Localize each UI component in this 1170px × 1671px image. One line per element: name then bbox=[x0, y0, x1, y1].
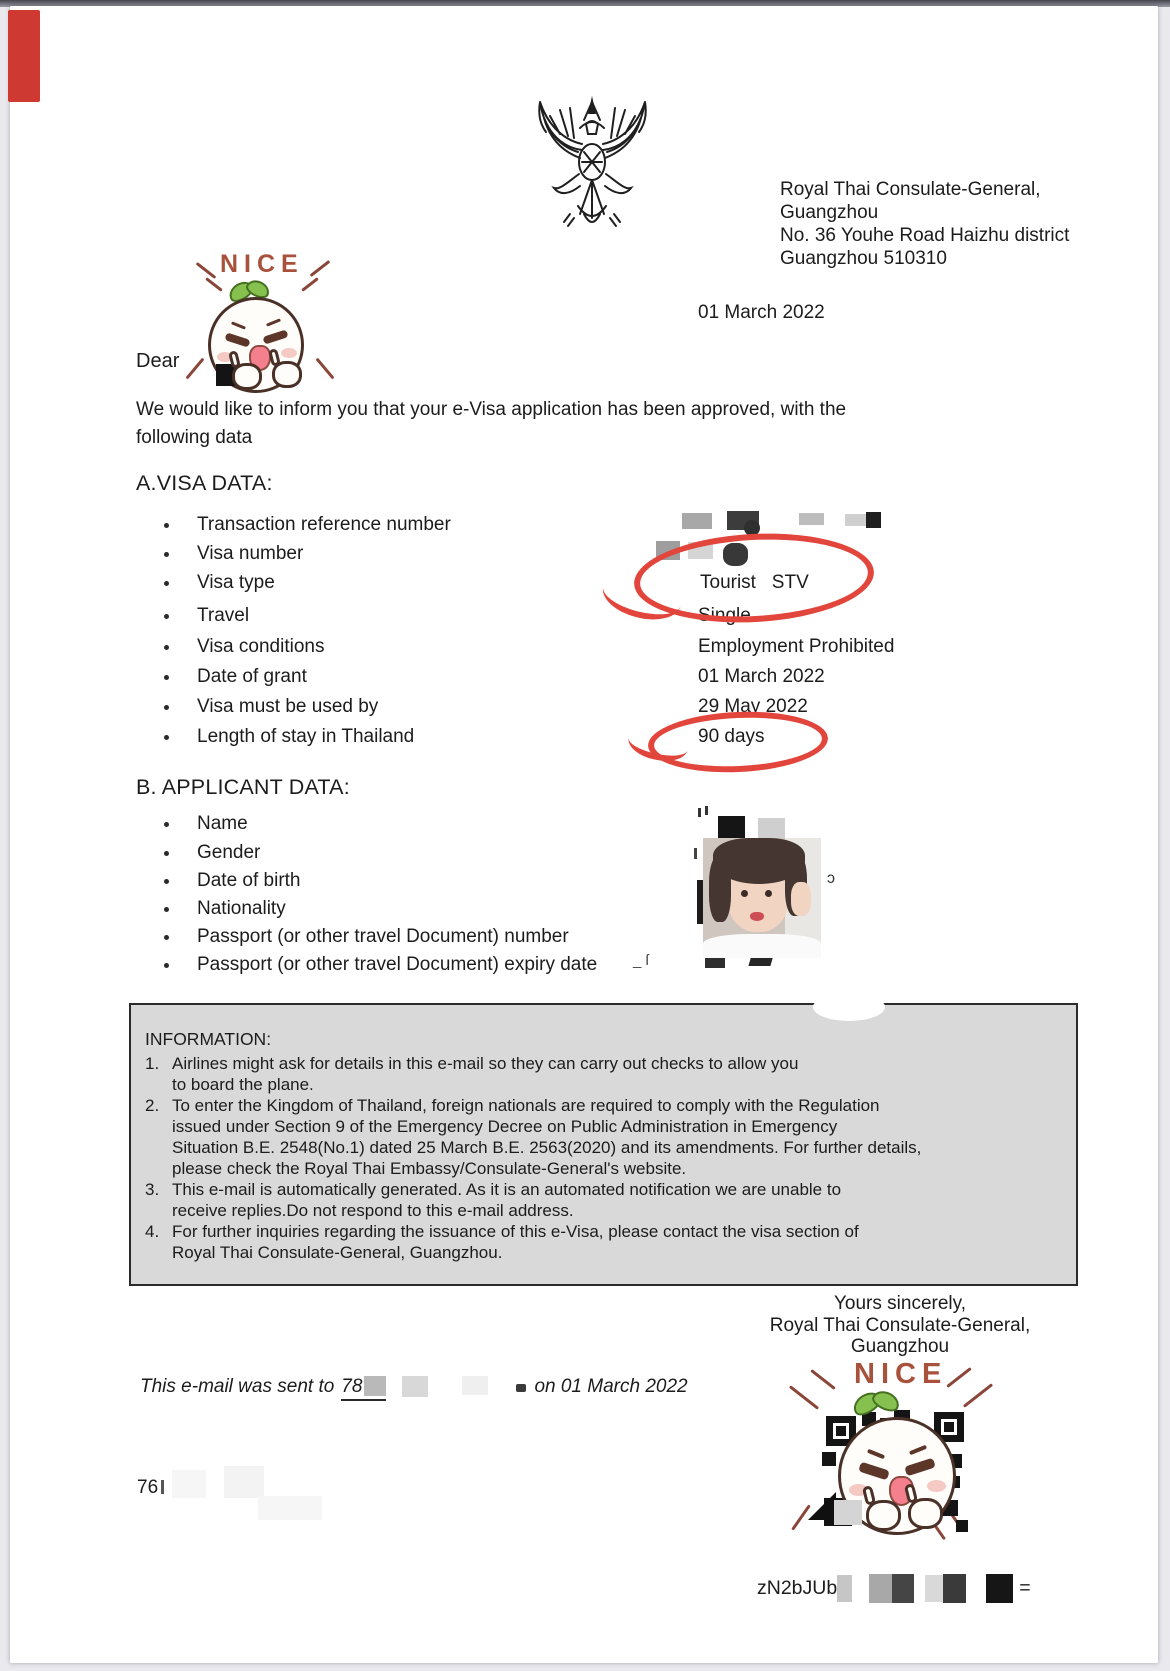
faint-smudge bbox=[258, 1496, 322, 1520]
visa-used-by-value: 29 May 2022 bbox=[698, 696, 808, 717]
applicant-row-label: Nationality bbox=[197, 898, 286, 919]
redaction-block bbox=[943, 1574, 966, 1603]
sticker-eye bbox=[224, 332, 250, 347]
code-prefix: zN2bJUb bbox=[757, 1577, 838, 1599]
applicant-photo bbox=[703, 838, 821, 958]
sticker-ray bbox=[810, 1369, 835, 1390]
redaction-block bbox=[402, 1376, 428, 1397]
sender-address-line: Guangzhou bbox=[780, 202, 879, 223]
item-text: Airlines might ask for details in this e-mail so they can carry out checks to allow you to board the plane. bbox=[172, 1054, 799, 1094]
item-number: 1. bbox=[145, 1054, 160, 1073]
item-number: 4. bbox=[145, 1222, 160, 1241]
nice-sticker-label: NICE bbox=[854, 1358, 948, 1390]
partial-text-fragment: 76 bbox=[137, 1477, 159, 1498]
garuda-emblem bbox=[530, 94, 655, 254]
visa-row-label: Visa number bbox=[197, 543, 304, 564]
applicant-row-label: Passport (or other travel Document) number bbox=[197, 926, 569, 947]
code-suffix: = bbox=[1019, 1577, 1031, 1599]
item-text: For further inquiries regarding the issuance of this e-Visa, please contact the visa section of Royal Thai Consulate-General, Guangzhou. bbox=[172, 1222, 859, 1262]
redaction-block bbox=[718, 816, 745, 839]
item-number: 3. bbox=[145, 1180, 160, 1199]
email-sent-line bbox=[140, 1376, 688, 1401]
redacted-email bbox=[341, 1376, 386, 1401]
red-highlight-marker bbox=[8, 10, 40, 102]
sticker-eye bbox=[904, 1458, 936, 1477]
item-text: This e-mail is automatically generated. As it is an automated notification we are unable to receive replies.Do not respond to this e-mail address. bbox=[172, 1180, 842, 1220]
closing-line: Yours sincerely, bbox=[833, 1293, 966, 1314]
applicant-row-label: Date of birth bbox=[197, 870, 301, 891]
sender-address-line: Royal Thai Consulate-General, bbox=[780, 179, 1041, 200]
bullet-icon bbox=[164, 963, 169, 968]
redaction-block bbox=[799, 513, 824, 525]
bullet-icon bbox=[164, 907, 169, 912]
text-fragment bbox=[705, 806, 708, 815]
sticker-ray bbox=[301, 277, 319, 292]
sticker-blush bbox=[927, 1480, 946, 1492]
date-of-grant-value: 01 March 2022 bbox=[698, 666, 825, 687]
intro-paragraph-line: following data bbox=[136, 427, 253, 448]
faint-smudge bbox=[172, 1470, 206, 1498]
visa-row-label: Visa must be used by bbox=[197, 696, 379, 717]
sticker-ray bbox=[963, 1383, 993, 1408]
bullet-icon bbox=[164, 581, 169, 586]
travel-value: Single bbox=[698, 605, 751, 626]
visa-row-label: Date of grant bbox=[197, 666, 307, 687]
sent-prefix: This e-mail was sent to bbox=[140, 1376, 335, 1397]
closing-block bbox=[744, 1293, 1056, 1358]
applicant-data-heading: B. APPLICANT DATA: bbox=[136, 775, 350, 799]
bullet-icon bbox=[164, 552, 169, 557]
sticker-ray bbox=[946, 1367, 971, 1388]
information-item bbox=[145, 1095, 921, 1179]
redaction-block bbox=[758, 818, 785, 839]
qr-code-bit bbox=[822, 1452, 836, 1466]
sticker-ray bbox=[185, 358, 204, 380]
visa-conditions-value: Employment Prohibited bbox=[698, 636, 895, 657]
sticker-blush bbox=[281, 348, 297, 358]
sticker-ray bbox=[310, 260, 331, 277]
sticker-brow bbox=[266, 318, 281, 326]
text-fragment bbox=[698, 808, 701, 817]
faint-smudge bbox=[224, 1466, 264, 1498]
visa-row-label: Visa conditions bbox=[197, 636, 325, 657]
redaction-block bbox=[364, 1376, 386, 1396]
bullet-icon bbox=[164, 675, 169, 680]
nice-sticker-bottom bbox=[768, 1352, 1008, 1582]
reference-code-line bbox=[757, 1574, 1031, 1603]
item-number: 2. bbox=[145, 1096, 160, 1115]
bullet-icon bbox=[164, 523, 169, 528]
closing-line: Guangzhou bbox=[850, 1336, 950, 1357]
redaction-block bbox=[869, 1574, 892, 1603]
redaction-block bbox=[925, 1575, 943, 1602]
bullet-icon bbox=[164, 735, 169, 740]
qr-code-core bbox=[944, 1422, 954, 1432]
bullet-icon bbox=[164, 879, 169, 884]
redaction-block bbox=[986, 1574, 1013, 1603]
qr-code-bit bbox=[956, 1520, 968, 1532]
bullet-icon bbox=[164, 822, 169, 827]
applicant-row-label: Gender bbox=[197, 842, 261, 863]
text-fragment bbox=[161, 1480, 164, 1494]
sticker-ray bbox=[205, 277, 223, 292]
text-fragment bbox=[694, 848, 697, 859]
text-fragment bbox=[516, 1384, 526, 1392]
email-visible-digits: 78 bbox=[341, 1376, 363, 1397]
information-item bbox=[145, 1221, 921, 1263]
bullet-icon bbox=[164, 705, 169, 710]
letter-date: 01 March 2022 bbox=[698, 302, 825, 323]
bullet-icon bbox=[164, 614, 169, 619]
sticker-eye bbox=[858, 1462, 890, 1481]
bullet-icon bbox=[164, 645, 169, 650]
redaction-block bbox=[462, 1376, 488, 1395]
closing-line: Royal Thai Consulate-General, bbox=[769, 1314, 1031, 1336]
sticker-ray bbox=[789, 1385, 819, 1410]
nice-sticker-top bbox=[180, 245, 345, 405]
sender-address-line: No. 36 Youhe Road Haizhu district bbox=[780, 225, 1070, 246]
information-item bbox=[145, 1179, 921, 1221]
qr-code-core bbox=[836, 1426, 846, 1436]
item-text: To enter the Kingdom of Thailand, foreign nationals are required to comply with the Regulation issued under Section 9 of the Emergency Decree on Public Administration in Emergency Situation B.E. 2548(No.1) dated 25 March B.E. 2563(2020) and its amendments. For further details, please check the Royal Thai Embassy/Consulate-General's website. bbox=[172, 1096, 922, 1178]
sticker-brow bbox=[867, 1449, 885, 1459]
bullet-icon bbox=[164, 935, 169, 940]
length-of-stay-value: 90 days bbox=[698, 726, 765, 747]
visa-row-label: Transaction reference number bbox=[197, 514, 451, 535]
visa-row-label: Length of stay in Thailand bbox=[197, 726, 415, 747]
sticker-eye bbox=[262, 329, 288, 344]
nice-sticker-label: NICE bbox=[220, 250, 304, 278]
redaction-block bbox=[866, 512, 881, 528]
white-smudge bbox=[813, 993, 885, 1021]
sticker-brow bbox=[231, 321, 246, 329]
sticker-ray bbox=[315, 358, 334, 380]
redaction-block bbox=[682, 513, 712, 529]
text-fragment: _ ſ bbox=[633, 952, 649, 969]
redaction-block bbox=[834, 1500, 862, 1525]
visa-row-label: Travel bbox=[197, 605, 250, 626]
sender-address bbox=[780, 178, 1069, 270]
salutation: Dear bbox=[136, 350, 180, 372]
sender-address-line: Guangzhou 510310 bbox=[780, 248, 947, 269]
text-fragment: ɔ bbox=[827, 870, 835, 887]
visa-type-value: Tourist STV bbox=[700, 572, 809, 593]
redaction-block bbox=[808, 1492, 836, 1520]
visa-row-label: Visa type bbox=[197, 572, 275, 593]
intro-paragraph-line: We would like to inform you that your e-Visa application has been approved, with the bbox=[136, 399, 847, 420]
information-box bbox=[129, 1003, 1078, 1286]
sent-suffix: on 01 March 2022 bbox=[534, 1376, 688, 1397]
applicant-row-label: Passport (or other travel Document) expiry date bbox=[197, 954, 598, 975]
information-item bbox=[145, 1053, 921, 1095]
information-heading: INFORMATION: bbox=[145, 1029, 272, 1049]
applicant-row-label: Name bbox=[197, 813, 248, 834]
redaction-block bbox=[892, 1574, 914, 1603]
bullet-icon bbox=[164, 851, 169, 856]
sticker-brow bbox=[909, 1445, 927, 1455]
visa-data-heading: A.VISA DATA: bbox=[136, 471, 273, 495]
redaction-block bbox=[837, 1575, 852, 1602]
